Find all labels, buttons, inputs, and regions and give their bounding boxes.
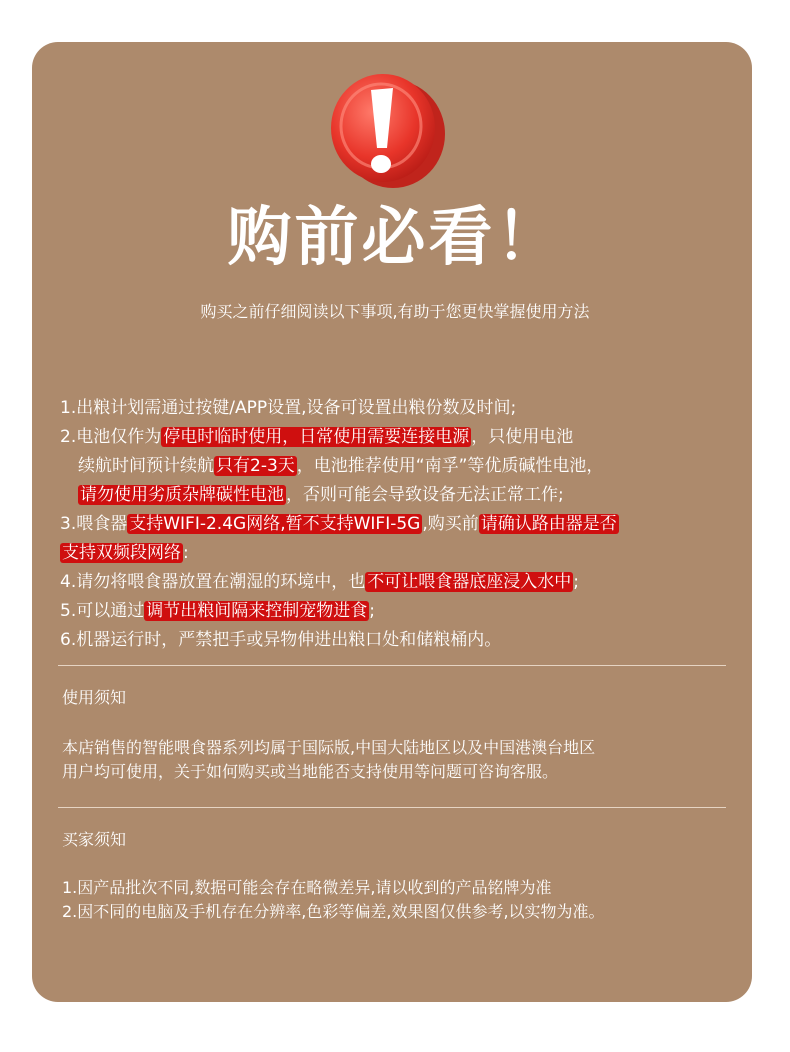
notice-text: : bbox=[183, 543, 189, 563]
notice-item-2 bbox=[60, 423, 740, 452]
notice-item-5 bbox=[60, 597, 740, 626]
notice-text: ; bbox=[573, 572, 579, 592]
notice-text: ，否则可能会导致设备无法正常工作; bbox=[286, 485, 564, 505]
notice-text: ,购买前 bbox=[422, 514, 479, 534]
notice-item-6: 6.机器运行时，严禁把手或异物伸进出粮口处和储粮桶内。 bbox=[60, 630, 502, 650]
notice-text: 5.可以通过 bbox=[60, 601, 145, 621]
buyer-body bbox=[62, 876, 742, 924]
usage-line: 用户均可使用，关于如何购买或当地能否支持使用等问题可咨询客服。 bbox=[62, 762, 559, 781]
divider bbox=[58, 807, 726, 808]
highlight-text: 支持WIFI-2.4G网络,暂不支持WIFI-5G bbox=[129, 514, 421, 534]
highlight-text: 不可让喂食器底座浸入水中 bbox=[367, 572, 572, 592]
notice-item-3 bbox=[60, 510, 740, 539]
notice-text: 4.请勿将喂食器放置在潮湿的环境中，也 bbox=[60, 572, 366, 592]
highlight-text: 停电时临时使用，日常使用需要连接电源 bbox=[163, 427, 470, 447]
buyer-line: 2.因不同的电脑及手机存在分辨率,色彩等偏差,效果图仅供参考,以实物为准。 bbox=[62, 902, 605, 921]
notice-item-2-cont2 bbox=[60, 481, 740, 510]
notice-item-2-cont bbox=[60, 452, 740, 481]
usage-line: 本店销售的智能喂食器系列均属于国际版,中国大陆地区以及中国港澳台地区 bbox=[62, 738, 596, 757]
highlight-text: 请勿使用劣质杂牌碳性电池 bbox=[80, 485, 284, 505]
notice-text: 3.喂食器 bbox=[60, 514, 128, 534]
notice-item-3-cont bbox=[60, 539, 740, 568]
notice-text: ，电池推荐使用“南孚”等优质碱性电池， bbox=[296, 456, 604, 476]
buyer-heading: 买家须知 bbox=[62, 830, 127, 849]
highlight-text: 请确认路由器是否 bbox=[480, 514, 617, 534]
notice-text: 续航时间预计续航 bbox=[78, 456, 214, 476]
highlight-text: 只有2-3天 bbox=[216, 456, 295, 476]
notice-list bbox=[60, 394, 740, 655]
exclamation-alert-icon bbox=[323, 68, 453, 193]
notice-item-1: 1.出粮计划需通过按键/APP设置,设备可设置出粮份数及时间; bbox=[60, 398, 517, 418]
page-subtitle: 购买之前仔细阅读以下事项,有助于您更快掌握使用方法 bbox=[200, 302, 590, 321]
notice-text: ，只使用电池 bbox=[471, 427, 574, 447]
usage-body bbox=[62, 736, 742, 784]
buyer-line: 1.因产品批次不同,数据可能会存在略微差异,请以收到的产品铭牌为准 bbox=[62, 878, 552, 897]
highlight-text: 调节出粮间隔来控制宠物进食 bbox=[146, 601, 368, 621]
divider bbox=[58, 665, 726, 666]
highlight-text: 支持双频段网络 bbox=[62, 543, 181, 563]
notice-text: ; bbox=[369, 601, 375, 621]
notice-text: 2.电池仅作为 bbox=[60, 427, 162, 447]
notice-item-4 bbox=[60, 568, 740, 597]
usage-heading: 使用须知 bbox=[62, 688, 127, 707]
page-title: 购前必看！ bbox=[227, 201, 563, 275]
